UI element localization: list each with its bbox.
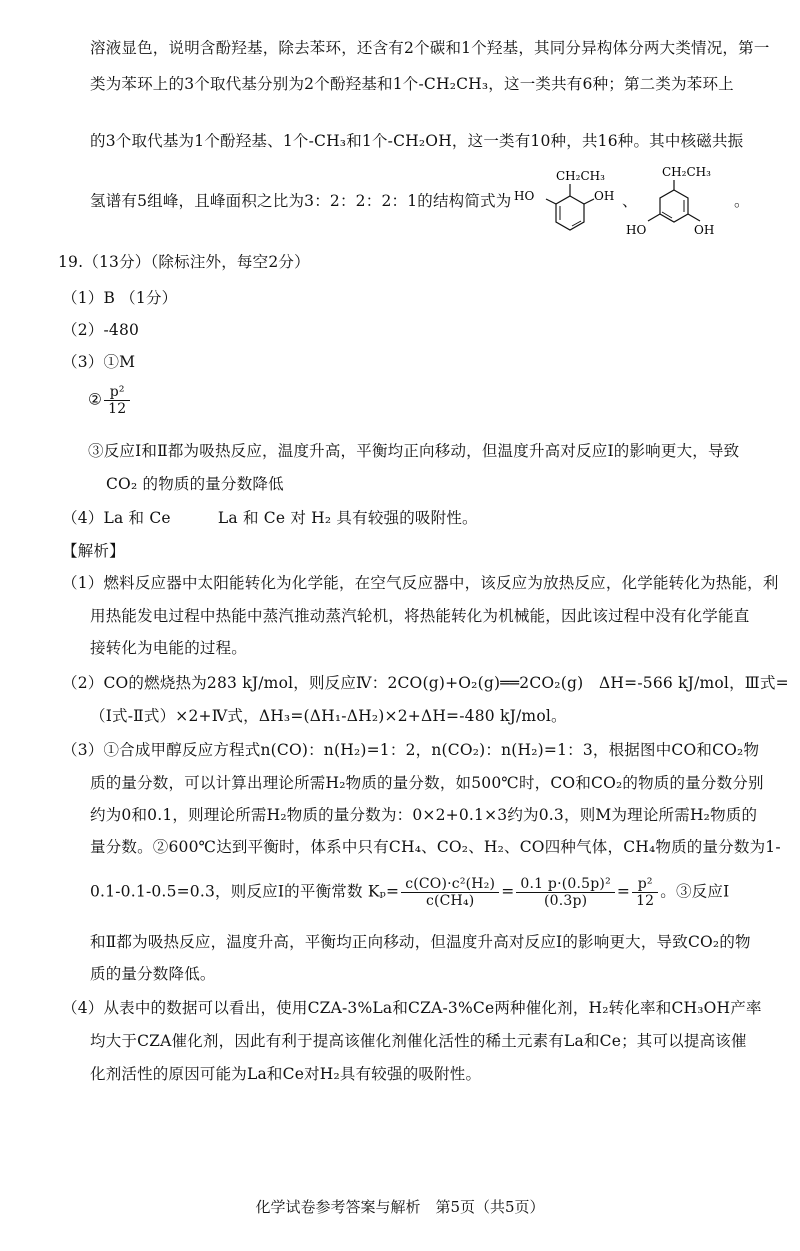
analysis-line: （Ⅰ式-Ⅱ式）×2+Ⅳ式，ΔH₃=(ΔH₁-ΔH₂)×2+ΔH=-480 kJ/mol。 bbox=[90, 707, 567, 725]
analysis-line: 化剂活性的原因可能为La和Ce对H₂具有较强的吸附性。 bbox=[90, 1065, 482, 1083]
analysis-line: 接转化为电能的过程。 bbox=[90, 639, 248, 657]
denominator: c(CH₄) bbox=[425, 893, 475, 909]
analysis-line: 和Ⅱ都为吸热反应，温度升高，平衡均正向移动，但温度升高对反应Ⅰ的影响更大，导致CO₂的物 bbox=[90, 933, 751, 951]
analysis-line: 均大于CZA催化剂，因此有利于提高该催化剂催化活性的稀土元素有La和Ce；其可以提高该催 bbox=[90, 1032, 747, 1050]
answer-1: （1）B （1分） bbox=[62, 289, 178, 307]
separator: 、 bbox=[622, 192, 638, 210]
denominator: 12 bbox=[108, 401, 127, 417]
fraction bbox=[104, 384, 130, 417]
question-header: 19.（13分）（除标注外，每空2分） bbox=[58, 253, 310, 271]
fraction bbox=[516, 876, 615, 909]
analysis-line: （2）CO的燃烧热为283 kJ/mol，则反应Ⅳ：2CO(g)+O₂(g)══2CO₂(g) ΔH=-566 kJ/mol，Ⅲ式= bbox=[62, 674, 789, 692]
analysis-line: 质的量分数降低。 bbox=[90, 965, 216, 983]
text-line: 类为苯环上的3个取代基分别为2个酚羟基和1个-CH₂CH₃，这一类共有6种；第二类为苯环上 bbox=[90, 75, 734, 93]
structure-5-ethylbenzene-1-3-diol bbox=[618, 160, 728, 240]
structure-label: OH bbox=[694, 223, 715, 237]
structure-label: CH₂CH₃ bbox=[556, 169, 605, 183]
analysis-line: 约为0和0.1，则理论所需H₂物质的量分数为：0×2+0.1×3约为0.3，则M为理论所需H₂物质的 bbox=[90, 806, 758, 824]
equation-text: 。③反应Ⅰ bbox=[660, 882, 730, 901]
answer-3-1: （3）①M bbox=[62, 353, 136, 371]
numerator: 0.1 p·(0.5p)² bbox=[516, 876, 615, 893]
answer-4: （4）La 和 Ce La 和 Ce 对 H₂ 具有较强的吸附性。 bbox=[62, 509, 478, 527]
analysis-line: （1）燃料反应器中太阳能转化为化学能，在空气反应器中，该反应为放热反应，化学能转化为热能，利 bbox=[62, 574, 779, 592]
answer-3-3-line2: CO₂ 的物质的量分数降低 bbox=[106, 475, 284, 493]
answer-2: （2）-480 bbox=[62, 321, 140, 339]
numerator: c(CO)·c²(H₂) bbox=[401, 876, 499, 893]
structure-label: CH₂CH₃ bbox=[662, 165, 711, 179]
period: 。 bbox=[734, 192, 750, 210]
structure-2-ethylbenzene-1-3-diol bbox=[508, 164, 616, 244]
numerator: p² bbox=[632, 876, 658, 893]
answer-3-2 bbox=[88, 384, 132, 417]
analysis-line: 用热能发电过程中热能中蒸汽推动蒸汽轮机，将热能转化为机械能，因此该过程中没有化学能直 bbox=[90, 607, 750, 625]
analysis-line: 质的量分数，可以计算出理论所需H₂物质的量分数，如500℃时，CO和CO₂的物质的量分数分别 bbox=[90, 774, 764, 792]
analysis-title: 【解析】 bbox=[62, 542, 125, 560]
denominator: 12 bbox=[636, 893, 655, 909]
structure-label: HO bbox=[626, 223, 647, 237]
circled-number: ② bbox=[88, 390, 103, 409]
structure-label: OH bbox=[594, 189, 615, 203]
denominator: (0.3p) bbox=[543, 893, 588, 909]
page-footer: 化学试卷参考答案与解析 第5页（共5页） bbox=[255, 1198, 545, 1216]
equals-sign: = bbox=[501, 882, 515, 901]
analysis-line: 量分数。②600℃达到平衡时，体系中只有CH₄、CO₂、H₂、CO四种气体，CH₄物质的量分数为1- bbox=[90, 838, 781, 856]
text-line: 溶液显色，说明含酚羟基，除去苯环，还含有2个碳和1个羟基，其同分异构体分两大类情况，第一 bbox=[90, 39, 770, 57]
text-line: 氢谱有5组峰，且峰面积之比为3：2：2：2：1的结构简式为 bbox=[90, 192, 512, 210]
structure-label: HO bbox=[514, 189, 535, 203]
analysis-line-equation bbox=[90, 876, 729, 909]
numerator: p² bbox=[104, 384, 130, 401]
equation-text: 0.1-0.1-0.5=0.3，则反应Ⅰ的平衡常数 Kₚ= bbox=[90, 882, 400, 901]
analysis-line: （4）从表中的数据可以看出，使用CZA-3%La和CZA-3%Ce两种催化剂，H₂转化率和CH₃OH产率 bbox=[62, 999, 762, 1017]
equals-sign: = bbox=[616, 882, 631, 901]
analysis-line: （3）①合成甲醇反应方程式n(CO)：n(H₂)=1：2，n(CO₂)：n(H₂)=1：3，根据图中CO和CO₂物 bbox=[62, 741, 760, 759]
text-line: 的3个取代基为1个酚羟基、1个-CH₃和1个-CH₂OH，这一类有10种，共16种。其中核磁共振 bbox=[90, 132, 744, 150]
answer-3-3-line1: ③反应Ⅰ和Ⅱ都为吸热反应，温度升高，平衡均正向移动，但温度升高对反应Ⅰ的影响更大，导致 bbox=[88, 442, 740, 460]
fraction bbox=[632, 876, 658, 909]
fraction bbox=[401, 876, 499, 909]
